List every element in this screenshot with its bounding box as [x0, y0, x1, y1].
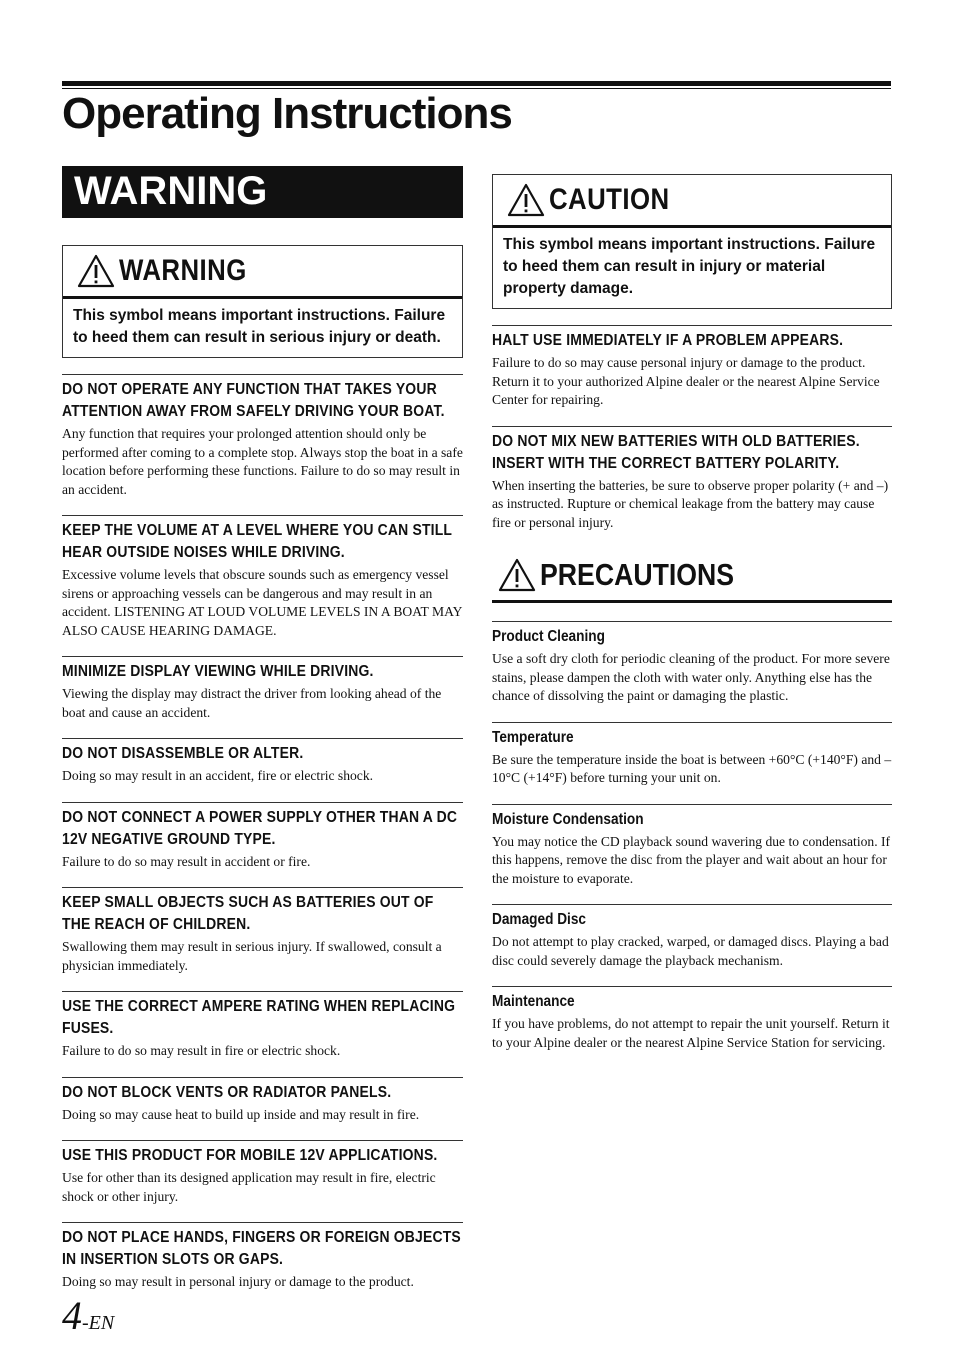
warning-symbol-text: This symbol means important instructions. Failure to heed them can result in serious injury or death.	[73, 307, 446, 346]
warning-item	[62, 738, 463, 786]
page-number-digit: 4	[62, 1293, 82, 1338]
caution-label: CAUTION	[549, 183, 670, 216]
warning-label: WARNING	[119, 254, 247, 287]
precautions-label: PRECAUTIONS	[540, 557, 735, 592]
precaution-item-body: You may notice the CD playback sound wavering due to condensation. If this happens, remove the disc from the player and wait about an hour for the moisture to evaporate.	[492, 833, 891, 886]
left-column	[62, 166, 463, 1292]
caution-symbol-header	[493, 175, 891, 228]
warning-item-body: Use for other than its designed application may result in fire, electric shock or other injury.	[62, 1170, 436, 1204]
warning-item-title: DO NOT PLACE HANDS, FINGERS OR FOREIGN OBJECTS IN INSERTION SLOTS OR GAPS.	[62, 1229, 461, 1268]
caution-item-title: DO NOT MIX NEW BATTERIES WITH OLD BATTERIES. INSERT WITH THE CORRECT BATTERY POLARITY.	[492, 432, 860, 472]
precaution-item-body: Use a soft dry cloth for periodic cleaning of the product. For more severe stains, please dampen the cloth with water only. Anything else has the chance of dissolving the paint or damaging the plastic.	[492, 651, 890, 703]
warning-item	[62, 1077, 463, 1125]
right-column	[492, 174, 892, 1052]
warning-item-title: KEEP SMALL OBJECTS SUCH AS BATTERIES OUT OF THE REACH OF CHILDREN.	[62, 894, 434, 933]
warning-symbol-header	[63, 246, 462, 299]
warning-item-title: KEEP THE VOLUME AT A LEVEL WHERE YOU CAN STILL HEAR OUTSIDE NOISES WHILE DRIVING.	[62, 522, 452, 561]
caution-item-title: HALT USE IMMEDIATELY IF A PROBLEM APPEARS.	[492, 332, 844, 349]
warning-item-title: DO NOT BLOCK VENTS OR RADIATOR PANELS.	[62, 1083, 392, 1101]
warning-item-title: DO NOT CONNECT A POWER SUPPLY OTHER THAN A DC 12V NEGATIVE GROUND TYPE.	[62, 808, 458, 848]
precaution-item-title: Maintenance	[492, 993, 575, 1010]
warning-symbol-box	[62, 245, 463, 358]
precaution-item-title: Product Cleaning	[492, 628, 605, 645]
precaution-item	[492, 904, 892, 970]
warning-item-body: Failure to do so may result in accident or fire.	[62, 853, 311, 869]
precaution-item-title: Moisture Condensation	[492, 810, 644, 828]
warning-item-title: MINIMIZE DISPLAY VIEWING WHILE DRIVING.	[62, 663, 374, 680]
precaution-item-body: If you have problems, do not attempt to repair the unit yourself. Return it to your Alpine dealer or the nearest Alpine Service Station for servicing.	[492, 1016, 890, 1050]
warning-item	[62, 515, 463, 640]
warning-item-body: Viewing the display may distract the driver from looking ahead of the boat and cause an accident.	[62, 686, 442, 720]
warning-item-title: USE THIS PRODUCT FOR MOBILE 12V APPLICATIONS.	[62, 1147, 438, 1164]
page-title: Operating Instructions	[62, 89, 512, 138]
warning-item-title: USE THE CORRECT AMPERE RATING WHEN REPLACING FUSES.	[62, 998, 456, 1037]
caution-triangle-icon	[507, 183, 545, 217]
warning-item-body: Excessive volume levels that obscure sounds such as emergency vessel sirens or approaching vessels can be dangerous and may result in an accident. LISTENING AT LOUD VOLUME LEVELS IN A BOAT MAY ALSO CAUSE HEARING DAMAGE.	[62, 567, 462, 638]
warning-item-body: Any function that requires your prolonged attention should only be performed after coming to a complete stop. Always stop the boat in a safe location before performing these functions. Failure to do so may result in an accident.	[62, 426, 463, 497]
warning-item	[62, 887, 463, 975]
precaution-item-body: Do not attempt to play cracked, warped, or damaged discs. Playing a bad disc could severely damage the playback mechanism.	[492, 934, 889, 968]
warning-triangle-icon	[77, 254, 115, 288]
warning-item-title: DO NOT DISASSEMBLE OR ALTER.	[62, 745, 304, 762]
warning-item	[62, 1140, 463, 1206]
warning-item-body: Doing so may result in an accident, fire or electric shock.	[62, 768, 374, 783]
caution-symbol-text: This symbol means important instructions. Failure to heed them can result in injury or material property damage.	[503, 236, 876, 297]
precautions-header	[492, 554, 892, 596]
precaution-item-title: Temperature	[492, 728, 574, 746]
warning-item-body: Doing so may cause heat to build up inside and may result in fire.	[62, 1106, 420, 1122]
precaution-item	[492, 722, 892, 788]
precaution-item	[492, 986, 892, 1052]
warning-item	[62, 991, 463, 1061]
warning-item-body: Doing so may result in personal injury or damage to the product.	[62, 1274, 414, 1289]
warning-item	[62, 656, 463, 722]
precautions-rule	[492, 600, 892, 603]
caution-symbol-box	[492, 174, 892, 309]
caution-item-body: When inserting the batteries, be sure to observe proper polarity (+ and –) as instructed. Rupture or chemical leakage from the battery may cause fire or personal injury.	[492, 477, 889, 530]
precaution-item-title: Damaged Disc	[492, 911, 587, 928]
caution-item-body: Failure to do so may cause personal injury or damage to the product. Return it to your authorized Alpine dealer or the nearest Alpine Service Center for repairing.	[492, 355, 880, 407]
caution-item	[492, 325, 892, 410]
page-number-suffix: -EN	[82, 1312, 115, 1334]
caution-item	[492, 426, 892, 533]
section-title-bar: WARNING	[62, 166, 463, 218]
warning-item	[62, 1222, 463, 1292]
precaution-item	[492, 621, 892, 706]
warning-item-body: Swallowing them may result in serious injury. If swallowed, consult a physician immediately.	[62, 939, 442, 973]
precaution-item	[492, 804, 892, 889]
warning-item-body: Failure to do so may result in fire or electric shock.	[62, 1043, 341, 1058]
page-number	[62, 1292, 114, 1339]
warning-item	[62, 374, 463, 499]
precaution-item-body: Be sure the temperature inside the boat is between +60°C (+140°F) and –10°C (+14°F) before turning your unit on.	[492, 751, 892, 785]
title-rule-thick	[62, 81, 891, 86]
precautions-triangle-icon	[498, 558, 536, 592]
warning-item-title: DO NOT OPERATE ANY FUNCTION THAT TAKES YOUR ATTENTION AWAY FROM SAFELY DRIVING YOUR BOAT.	[62, 381, 445, 420]
warning-item	[62, 802, 463, 872]
